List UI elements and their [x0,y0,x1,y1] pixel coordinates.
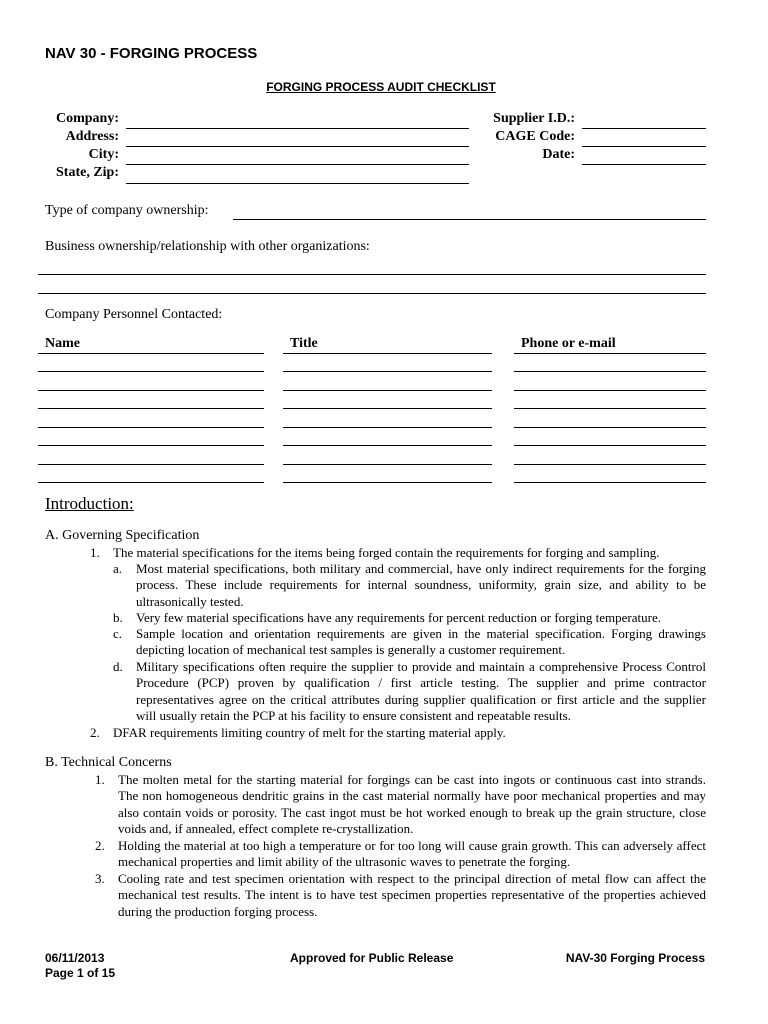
document-title: NAV 30 - FORGING PROCESS [45,45,258,62]
personnel-name-field[interactable] [38,371,264,372]
personnel-name-field[interactable] [38,482,264,483]
list-item: 2. DFAR requirements limiting country of melt for the starting material apply. [90,725,506,740]
personnel-name-field[interactable] [38,390,264,391]
address-label: Address: [65,129,119,144]
title-header-rule [283,353,492,354]
supplier-id-field[interactable] [582,128,706,129]
personnel-name-field[interactable] [38,427,264,428]
supplier-id-label: Supplier I.D.: [493,111,575,126]
personnel-name-field[interactable] [38,408,264,409]
list-item: b. Very few material specifications have any requirements for percent reduction or forging temperature. [113,610,661,625]
list-item: d. Military specifications often require the supplier to provide and maintain a comprehensive Process Control Procedure (PCP) proven by qualification / first article testing. The supplier and prime contractor representatives agree on the critical attributes during supplier qualification or first article and the supplier will usually retain the PCP at his facility to ensure consistent and repeatable results. [113,659,706,724]
city-label: City: [88,147,119,162]
personnel-title-field[interactable] [283,390,492,391]
footer-document-name: NAV-30 Forging Process [565,951,705,965]
cage-code-label: CAGE Code: [495,129,575,144]
list-item: a. Most material specifications, both military and commercial, have only indirect requirements for the forging process. These include requirements for internal soundness, uniformity, grain size, and ability to be ultrasonically tested. [113,561,706,609]
introduction-heading: Introduction: [45,494,134,513]
title-column-header: Title [290,336,318,351]
state-zip-field[interactable] [126,183,469,184]
business-relationship-label: Business ownership/relationship with other organizations: [45,239,370,254]
personnel-title-field[interactable] [283,445,492,446]
personnel-phone-field[interactable] [514,371,706,372]
list-item: c. Sample location and orientation requirements are given in the material specification. Forging drawings depicting location of mechanical test samples is generally a customer requirement. [113,626,706,658]
personnel-name-field[interactable] [38,445,264,446]
personnel-name-field[interactable] [38,464,264,465]
personnel-title-field[interactable] [283,482,492,483]
address-field[interactable] [126,146,469,147]
section-a-title: A. Governing Specification [45,528,200,543]
phone-column-header: Phone or e-mail [521,336,616,351]
footer-page-number: Page 1 of 15 [45,966,116,980]
personnel-title-field[interactable] [283,464,492,465]
business-relationship-line-2[interactable] [38,293,706,294]
personnel-phone-field[interactable] [514,408,706,409]
personnel-phone-field[interactable] [514,464,706,465]
checklist-title: FORGING PROCESS AUDIT CHECKLIST [266,80,496,94]
date-label: Date: [542,147,575,162]
list-item: 3. Cooling rate and test specimen orientation with respect to the principal direction of metal flow can affect the mechanical test results. The intent is to have test specimen properties representative of the properties achieved during the production forging process. [95,871,706,919]
personnel-phone-field[interactable] [514,482,706,483]
personnel-phone-field[interactable] [514,390,706,391]
name-header-rule [38,353,264,354]
list-item: 2. Holding the material at too high a temperature or for too long will cause grain growth. This can adversely affect mechanical properties and limit ability of the ultrasonic waves to penetrate the forging. [95,838,706,870]
company-field[interactable] [126,128,469,129]
city-field[interactable] [126,164,469,165]
footer-release-statement: Approved for Public Release [290,951,454,965]
date-field[interactable] [582,164,706,165]
list-item: 1. The molten metal for the starting material for forgings can be cast into ingots or continuous cast into strands. The non homogeneous dendritic grains in the cast material normally have poor mechanical properties and may also contain voids or porosity. The cast ingot must be hot worked enough to break up the grain structure, close voids and, if annealed, effect complete re-crystallization. [95,772,706,837]
footer-date: 06/11/2013 [45,951,105,965]
personnel-title-field[interactable] [283,371,492,372]
business-relationship-line-1[interactable] [38,274,706,275]
personnel-phone-field[interactable] [514,427,706,428]
state-zip-label: State, Zip: [56,165,119,180]
personnel-phone-field[interactable] [514,445,706,446]
personnel-title-field[interactable] [283,408,492,409]
section-b-title: B. Technical Concerns [45,755,172,770]
name-column-header: Name [45,336,80,351]
list-item: 1. The material specifications for the items being forged contain the requirements for forging and sampling. [90,545,660,560]
cage-code-field[interactable] [582,146,706,147]
personnel-title-field[interactable] [283,427,492,428]
ownership-type-field[interactable] [233,219,706,220]
ownership-type-label: Type of company ownership: [45,203,209,218]
company-label: Company: [55,111,119,126]
personnel-label: Company Personnel Contacted: [45,307,223,322]
phone-header-rule [514,353,706,354]
